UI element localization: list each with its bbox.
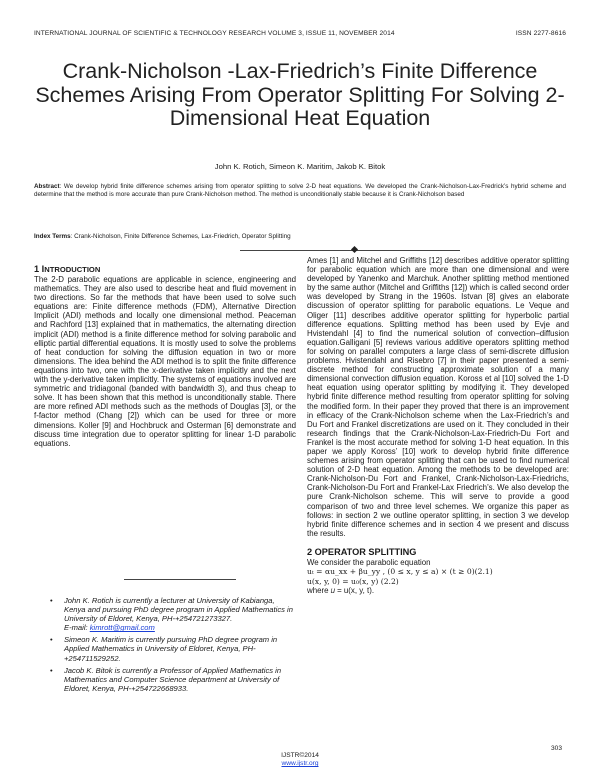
section-2-heading: 2 OPERATOR SPLITTING — [307, 546, 417, 557]
equation-2-1: uₜ = αu_xx + βu_yy , (0 ≤ x, y ≤ a) × (t ≥ 0)(2.1) — [307, 567, 493, 576]
section-1-heading — [34, 264, 296, 275]
bullet-icon: • — [50, 635, 53, 645]
left-column — [34, 264, 296, 448]
section-separator — [240, 247, 460, 253]
literature-review-text: Ames [1] and Mitchel and Griffiths [12] describes additive operator splitting for parabolic equation which are more than one dimensional and were developed by Yanenko and Marchuk. Another splitting method mentioned by the same author (Mitchel and Griffiths [12]) which is called second order was developed by Strang in the 1960s. Istvan [8] gives an elaborate discussion of operator splitting for parabolic equations. Le Veque and Oliger [11] describes additive operator splitting for hyperbolic partial difference equations. Splitting method has been used by Evje and Hvistendahl [4] to find the numerical solution of convection–diffusion equation.Galligani [5] reviews various additive operators splitting method for solving on parallel computers a large class of semi-discrete diffusion problems. Hvistendahl and Risebro [7] in their paper presented a semi-discrete method for constructing approximate solution of a many dimensional convection diffusion equation. Koross et al [10] solved the 1-D heat equation using operator splitting by modifying it. They developed hybrid finite difference method resulting from operator splitting for solving the modified form. In their paper they proved that there is an improvement in efficacy of the Crank-Nicholson scheme when the Lax-Friedrich’s and Du Fort and Frankel discretizations are used on it. They concluded in their research findings that the Crank-Nicholson-Lax-Friedrich-Du Fort and Frankel is the most accurate method for solving 1-D heat equation. In this paper we apply Koross’ [10] work to develop hybrid finite difference schemes arising from operator splitting that can be used to find numerical solution of 2-D heat equation. Among the methods to be developed are: Crank-Nicholson-Du Fort and Frankel, Crank-Nicholson-Lax-Friedrichs, Crank-Nicholson-Du Fort and Frankel-Lax Friedrich’s. We also develop the pure Crank-Nicholson scheme. This will serve to provide a good comparison of two and three level schemes. We organize this paper as follows: in section 2 we outline operator splitting, in section 3 we develop hybrid finite difference schemes and in section 4 we present and discuss the results. — [307, 256, 569, 538]
page-number: 303 — [551, 745, 563, 752]
footnote-item — [50, 596, 294, 632]
bullet-icon: • — [50, 665, 53, 675]
email-label: E-mail: — [64, 623, 90, 633]
index-terms-label: Index Terms — [34, 233, 71, 240]
index-terms — [34, 233, 566, 240]
author-footnotes — [50, 596, 294, 696]
footnote-text: Simeon K. Maritim is currently pursuing PhD degree program in Applied Mathematics in University of Eldoret, Kenya, PH-+254711529252. — [64, 635, 278, 663]
diamond-icon — [351, 246, 358, 253]
abstract — [34, 183, 566, 198]
footnote-text: Jacob K. Bitok is currently a Professor of Applied Mathematics in Mathematics and Computer Science department at University of Eldoret, Kenya, PH-+254722668933. — [64, 665, 282, 693]
page-footer — [0, 752, 600, 768]
footnote-item — [50, 635, 294, 662]
section-2-intro: We consider the parabolic equation — [307, 557, 431, 567]
email-link[interactable]: kimrott@gmail.com — [89, 623, 155, 633]
footnote-rule — [124, 579, 236, 580]
abstract-text: : We develop hybrid finite difference schemes arising from operator splitting to solve 2-D heat equations. We developed the Crank-Nicholson-Lax-Fredrick’s hybrid scheme and determine that the method is more accurate than pure Crank-Nicholson method. The method is unconditionally stable because it is Crank-Nicholson based — [34, 183, 566, 198]
where-clause: where 𝑢 = u(x, y, t). — [307, 586, 375, 595]
abstract-label: Abstract — [34, 183, 60, 190]
equation-2-2: u(x, y, 0) = u₀(x, y) (2.2) — [307, 576, 399, 586]
introduction-text: The 2-D parabolic equations are applicable in science, engineering and mathematics. They are also used to describe heat and fluid movement in two directions. So far the methods that have been used to solve such equations are: Finite difference methods (FDM), Alternative Direction Implicit (ADI) methods and locally one dimensional method. Peaceman and Rachford [13] explained that in mathematics, the alternating direction implicit (ADI) method is a finite difference method for solving parabolic and elliptic partial differential equations. It is mostly used to solve the problems of heat conduction for solving the diffusion equation in two or more dimensions. The idea behind the ADI method is to split the finite difference equations into two, one with the x-derivative taken implicitly and the next with the y-derivative taken implicitly. The systems of equations involved are symmetric and tridiagonal (banded with bandwidth 3), and thus cheap to solve. It has been shown that this method is unconditionally stable. There are more refined ADI methods such as the methods of Douglas [3], or the f-factor method (Chang [2]) which can be used for three or more dimensions. Koller [9] and Hochbruck and Osterman [6] demonstrate and discuss time integration due to operator splitting for linear 1-D parabolic equations. — [34, 275, 296, 448]
footnote-item — [50, 666, 294, 693]
running-header — [34, 30, 566, 37]
issn: ISSN 2277-8616 — [515, 30, 566, 37]
paper-title: Crank-Nicholson -Lax-Friedrich’s Finite Difference Schemes Arising From Operator Splitting For Solving 2-Dimensional Heat Equation — [35, 59, 565, 130]
footnote-text: John K. Rotich is currently a lecturer at University of Kabianga, Kenya and pursuing PhD degree program in Applied Mathematics in University of Eldoret, Kenya, PH-+254721273327. — [64, 596, 293, 624]
copyright: IJSTR©2014 — [281, 752, 319, 759]
section-1-number: 1 I — [34, 264, 45, 274]
section-1-title: NTRODUCTION — [44, 265, 101, 274]
separator-line — [240, 250, 460, 251]
index-terms-text: : Crank-Nicholson, Finite Difference Schemes, Lax-Friedrich, Operator Splitting — [70, 233, 291, 240]
journal-name: INTERNATIONAL JOURNAL OF SCIENTIFIC & TECHNOLOGY RESEARCH VOLUME 3, ISSUE 11, NOVEMBER 2014 — [34, 30, 395, 37]
author-list: John K. Rotich, Simeon K. Maritim, Jakob K. Bitok — [214, 162, 386, 171]
right-column — [307, 256, 569, 595]
bullet-icon: • — [50, 596, 53, 605]
journal-website-link[interactable]: www.ijstr.org — [281, 760, 319, 767]
